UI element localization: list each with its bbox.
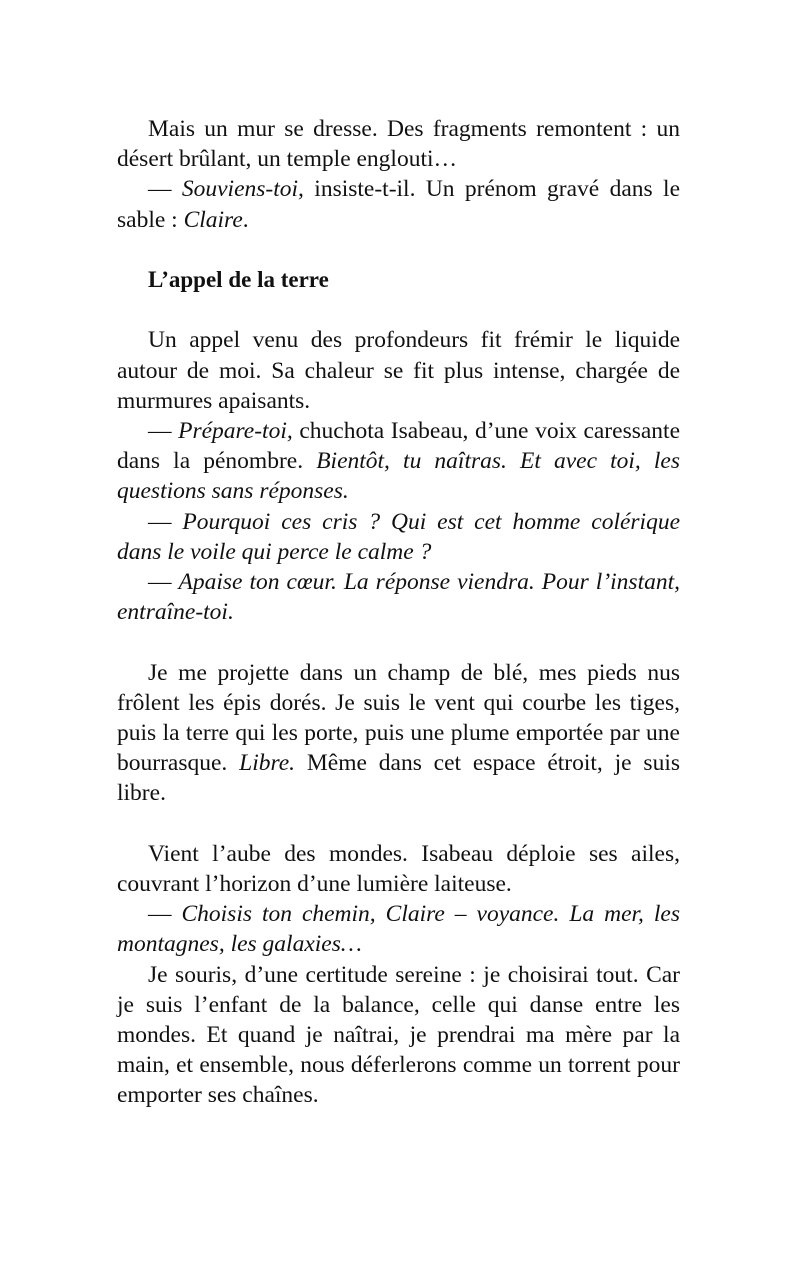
dialogue-line [117, 416, 680, 507]
paragraph-text: insiste-t-il. Un prénom gravé dans le sable : [117, 176, 681, 233]
dialogue-dash: — [148, 508, 183, 535]
paragraph [117, 114, 680, 174]
paragraph-text: . [242, 206, 249, 233]
section-gap [117, 627, 680, 657]
paragraph-text: Même dans cet espace étroit, je suis libre. [117, 750, 680, 807]
dialogue-dash: — [148, 569, 179, 596]
dialogue-line [117, 567, 680, 627]
paragraph-text: chuchota Isabeau, d’une voix caressante dans la pénombre. [117, 418, 680, 475]
dialogue-dash: — [148, 418, 179, 444]
paragraph-text: Je me projette dans un champ de blé, mes pieds nus frôlent les épis dorés. Je suis le vent qui courbe les tiges, puis la terre qui les porte, puis une plume emportée par une bourrasque. [117, 659, 680, 777]
paragraph-text: Vient l’aube des mondes. Isabeau déploie ses ailes, couvrant l’horizon d’une lumière laiteuse. [117, 840, 680, 898]
dialogue-dash: — [148, 176, 182, 203]
italic-text: Apaise ton cœur. La réponse viendra. Pour l’instant, entraîne-toi. [117, 569, 681, 626]
book-page [117, 114, 680, 1111]
italic-text: Souviens-toi, [181, 176, 304, 203]
paragraph-text: Je souris, d’une certitude sereine : je choisirai tout. Car je suis l’enfant de la balance, celle qui danse entre les mondes. Et quand je naîtrai, je prendrai ma mère par la main, et ensemble, nous déferlerons comme un torrent pour emporter ses chaînes. [117, 961, 680, 1109]
section-gap [117, 295, 680, 325]
paragraph [117, 325, 680, 416]
dialogue-line [117, 507, 680, 567]
italic-text: Bientôt, tu naîtras. Et avec toi, les questions sans réponses. [117, 448, 680, 505]
dialogue-dash: — [148, 901, 182, 928]
paragraph [117, 960, 680, 1111]
section-gap [117, 235, 680, 265]
dialogue-line [117, 899, 680, 959]
dialogue-line [117, 174, 680, 234]
italic-text: Libre. [239, 750, 296, 777]
section-heading: L’appel de la terre [148, 267, 329, 292]
italic-text: Prépare-toi, [178, 418, 293, 444]
paragraph-text: Mais un mur se dresse. Des fragments remontent : un désert brûlant, un temple englouti… [117, 116, 680, 173]
italic-text: Choisis ton chemin, Claire – voyance. La mer, les montagnes, les galaxies… [117, 901, 681, 958]
paragraph [117, 658, 680, 809]
paragraph [117, 839, 680, 899]
italic-text: Claire [183, 206, 243, 233]
section-gap [117, 809, 680, 839]
italic-text: Pourquoi ces cris ? Qui est cet homme colérique dans le voile qui perce le calme ? [117, 508, 681, 565]
paragraph-text: Un appel venu des profondeurs fit frémir le liquide autour de moi. Sa chaleur se fit plus intense, chargée de murmures apaisants. [117, 327, 680, 414]
